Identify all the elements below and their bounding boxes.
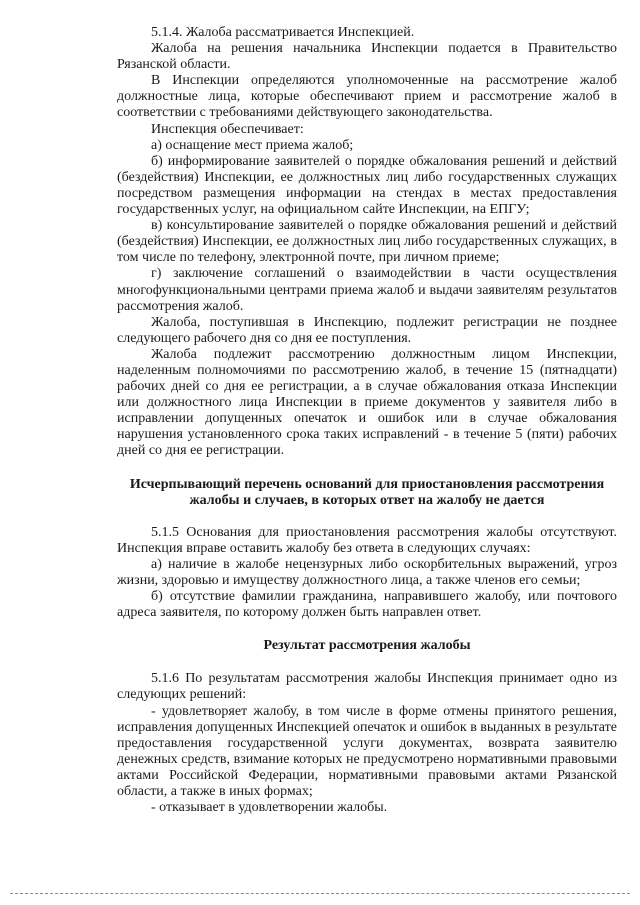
section-5-1-5-paragraph: 5.1.5 Основания для приостановления рассмотрения жалобы отсутствуют. Инспекция вправе оставить жалобу без ответа в следующих случаях: [117,524,617,556]
paragraph: Жалоба на решения начальника Инспекции подается в Правительство Рязанской области. [117,41,617,73]
list-item: а) наличие в жалобе нецензурных либо оскорбительных выражений, угроз жизни, здоровью и имуществу должностного лица, а также членов его семьи; [117,556,617,588]
paragraph: В Инспекции определяются уполномоченные на рассмотрение жалоб должностные лица, которые обеспечивают прием и рассмотрение жалоб в соответствии с требованиями действующего законодательства. [117,73,617,121]
paragraph: Жалоба подлежит рассмотрению должностным лицом Инспекции, наделенным полномочиями по рассмотрению жалоб, в течение 15 (пятнадцати) рабочих дней со дня ее регистрации, а в случае обжалования отказа Инспекции или должностного лица Инспекции в приеме документов у заявителя либо в исправлении допущенных опечаток и ошибок или в случае обжалования нарушения установленного срока таких исправлений - в течение 5 (пяти) рабочих дней со дня ее регистрации. [117,346,617,459]
page-bottom-divider [10,893,630,894]
section-heading: Результат рассмотрения жалобы [263,638,471,654]
list-item: г) заключение соглашений о взаимодействии в части осуществления многофункциональными центрами приема жалоб и выдачи заявителям результатов рассмотрения жалоб. [117,266,617,314]
list-item: б) информирование заявителей о порядке обжалования решений и действий (бездействия) Инспекции, ее должностных лиц либо государственных служащих посредством размещения информации на стендах в местах предоставления государственных услуг, на официальном сайте Инспекции, на ЕПГУ; [117,153,617,218]
list-item: - отказывает в удовлетворении жалобы. [151,800,388,816]
list-item: - удовлетворяет жалобу, в том числе в форме отмены принятого решения, исправления допущенных Инспекцией опечаток и ошибок в выданных в результате предоставления государственной услуги документах, возврата заявителю денежных средств, взимание которых не предусмотрено нормативными правовыми актами Российской Федерации, нормативными правовыми актами Рязанской области, а также в иных формах; [117,703,617,800]
list-item: а) оснащение мест приема жалоб; [151,137,354,153]
section-5-1-4-title: 5.1.4. Жалоба рассматривается Инспекцией. [151,25,415,40]
list-item: б) отсутствие фамилии гражданина, направившего жалобу, или почтового адреса заявителя, по которому должен быть направлен ответ. [117,589,617,621]
paragraph: Инспекция обеспечивает: [151,121,304,137]
list-item: в) консультирование заявителей о порядке обжалования решений и действий (бездействия) Инспекции, ее должностных лиц либо государственных служащих, в том числе по телефону, электронной почте, при личном приеме; [117,218,617,266]
section-heading: Исчерпывающий перечень оснований для приостановления рассмотрения жалобы и случаев, в которых ответ на жалобу не дается [129,476,605,508]
document-body [117,25,617,816]
section-5-1-6-paragraph: 5.1.6 По результатам рассмотрения жалобы Инспекция принимает одно из следующих решений: [117,671,617,703]
paragraph: Жалоба, поступившая в Инспекцию, подлежит регистрации не позднее следующего рабочего дня со дня ее поступления. [117,314,617,346]
